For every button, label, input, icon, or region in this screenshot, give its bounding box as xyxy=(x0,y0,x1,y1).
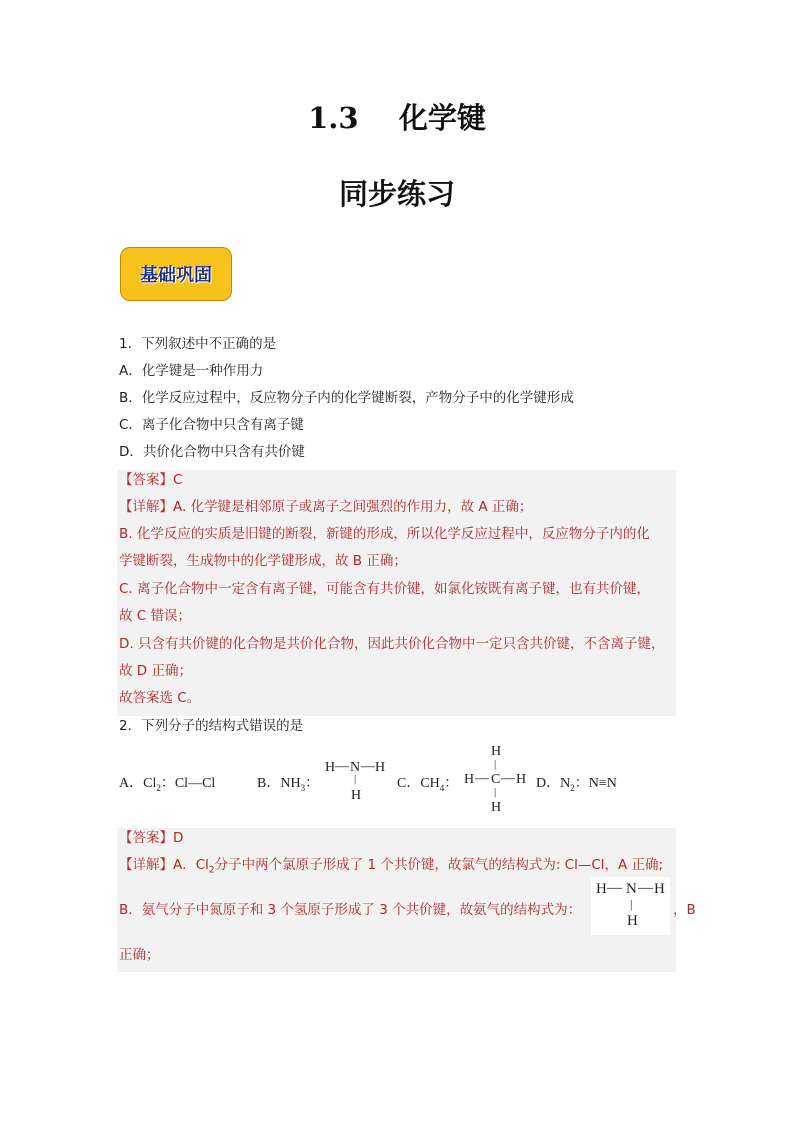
ch4-h-bottom: H xyxy=(491,800,502,815)
nh3-h-bottom: H xyxy=(351,788,362,803)
q1-option-b: B．化学反应过程中，反应物分子内的化学键断裂，产物分子中的化学键形成 xyxy=(119,390,574,406)
q1-detail-line: C. 离子化合物中一定含有离子键，可能含有共价键，如氯化铵既有离子键，也有共价键， xyxy=(119,581,651,597)
q1-detail-line: D. 只含有共价键的化合物是共价化合物，因此共价化合物中一定只含共价键，不含离子键， xyxy=(119,636,665,652)
q2-detail-b: B．氨气分子中氮原子和 3 个氢原子形成了 3 个共价键，故氨气的结构式为： xyxy=(119,902,582,918)
q1-detail-line: B. 化学反应的实质是旧键的断裂，新键的形成，所以化学反应过程中，反应物分子内的化 xyxy=(119,526,650,542)
q2-options xyxy=(119,742,679,822)
ch4-bond-top: | xyxy=(494,758,497,770)
nh3-n: N xyxy=(350,760,361,775)
q1-option-c: C．离子化合物中只含有离子键 xyxy=(119,417,304,433)
q1-detail-line xyxy=(119,498,532,516)
q2-detail-a: 【详解】A．$Cl_2$分子中两个氯原子形成了 1 个共价键，故氯气的结构式为: Cl—Cl，A 正确; xyxy=(119,857,664,876)
ch4-h-right: H xyxy=(516,772,527,787)
q2-detail-b-tail: ，B xyxy=(673,902,696,918)
ch4-h-top: H xyxy=(491,744,502,759)
q1-detail-line: 学键断裂，生成物中的化学键形成，故 B 正确； xyxy=(119,553,407,569)
q1-detail-line: 故答案选 C。 xyxy=(119,690,201,706)
q2-option-a: A．$Cl_2$：Cl—Cl xyxy=(119,776,216,793)
q1-option-a: A．化学键是一种作用力 xyxy=(119,363,264,379)
nh3-vertical-bond: | xyxy=(354,773,357,785)
ch4-bond-bottom: | xyxy=(494,786,497,798)
q2-detail-b-next: 正确； xyxy=(119,947,160,963)
page-subtitle: 同步练习 xyxy=(338,177,455,211)
answer-value: D xyxy=(173,830,184,846)
ch4-h-left: H xyxy=(464,772,475,787)
ch4-c: C xyxy=(491,772,501,787)
nh3-bond: — xyxy=(361,759,375,774)
ch4-bond-left: — xyxy=(475,771,489,786)
q1-answer xyxy=(119,471,182,489)
answer-label: 【答案】 xyxy=(119,830,173,846)
section-badge: 基础巩固 xyxy=(120,247,232,301)
detail-label: 【详解】 xyxy=(119,499,173,515)
q2-option-d: D．$N_2$：N≡N xyxy=(536,776,617,793)
answer-label: 【答案】 xyxy=(119,472,173,488)
answer-value: C xyxy=(173,472,183,488)
q1-detail-line: 故 C 错误； xyxy=(119,608,192,624)
nh3-bond: — xyxy=(335,759,349,774)
q2-stem: 2．下列分子的结构式错误的是 xyxy=(119,718,304,734)
q1-stem: 1．下列叙述中不正确的是 xyxy=(119,336,277,352)
detail-label: 【详解】 xyxy=(119,857,173,873)
page-title: 1.3 化学键 xyxy=(308,101,486,135)
q1-detail-line: 故 D 正确； xyxy=(119,663,192,679)
q2-option-b: B．$NH_3$： xyxy=(257,776,320,793)
q1-detail-text: A. 化学键是相邻原子或离子之间强烈的作用力，故 A 正确； xyxy=(173,499,533,515)
ch4-bond-right: — xyxy=(501,771,515,786)
q1-option-d: D．共价化合物中只含有共价键 xyxy=(119,444,305,460)
q2-option-c: C．$CH_4$： xyxy=(397,776,459,793)
nh3-structure-image: H — N — H | H xyxy=(591,877,670,935)
q2-answer xyxy=(119,829,183,847)
nh3-h-right: H xyxy=(375,760,386,775)
nh3-h-left: H xyxy=(325,760,336,775)
